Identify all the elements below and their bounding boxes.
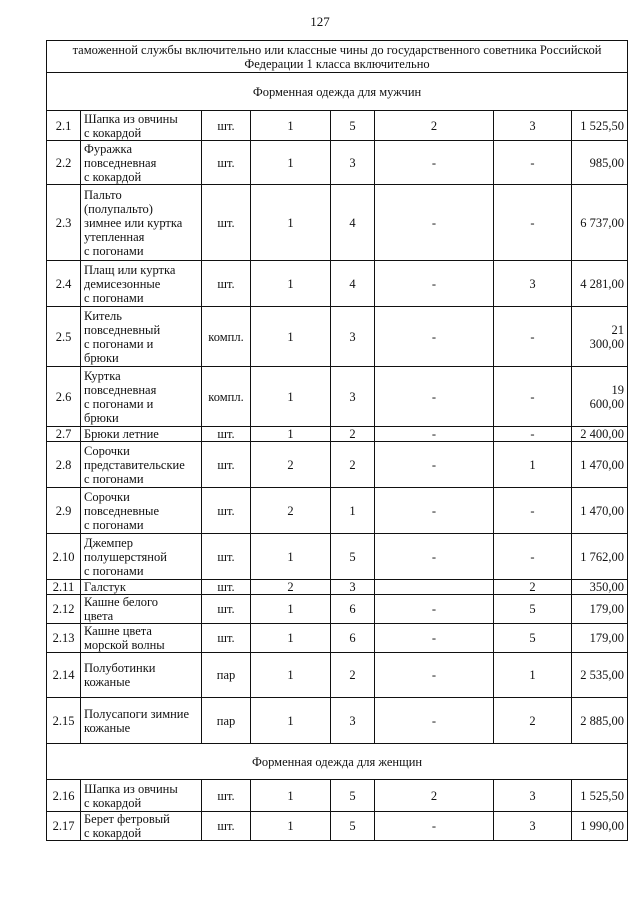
item-name-line: Шапка из овчины (84, 111, 178, 126)
price-cell: 1 990,00 (572, 812, 628, 841)
wear-term-cell: 5 (331, 111, 375, 141)
wear-term-cell: 4 (331, 185, 375, 261)
table-row (47, 595, 628, 624)
item-name-line: кожаные (84, 720, 131, 735)
wear-term-cell: 5 (331, 534, 375, 580)
price-cell: 1 470,00 (572, 488, 628, 534)
item-number: 2.17 (47, 812, 81, 841)
unit-cell: шт. (202, 442, 251, 488)
column-6-cell: - (375, 698, 494, 744)
price-cell: 1 525,50 (572, 111, 628, 141)
unit-cell: шт. (202, 488, 251, 534)
item-name-line: Кашне белого (84, 595, 159, 609)
table-row (47, 580, 628, 595)
column-7-cell: - (494, 307, 572, 367)
item-name (81, 488, 202, 534)
unit-cell: шт. (202, 534, 251, 580)
table-row (47, 812, 628, 841)
price-cell: 1 762,00 (572, 534, 628, 580)
item-name-line: Кашне цвета (84, 624, 152, 638)
item-name-line: (полупальто) (84, 201, 153, 216)
header-text: таможенной службы включительно или классные чины до государственного советника Российской Федерации 1 класса включительно (47, 41, 628, 73)
table-row (47, 534, 628, 580)
unit-cell: шт. (202, 427, 251, 442)
unit-cell: компл. (202, 307, 251, 367)
item-name-line: повседневная (84, 382, 157, 397)
header-row (47, 41, 628, 73)
table-row (47, 111, 628, 141)
item-name (81, 111, 202, 141)
column-6-cell: - (375, 653, 494, 698)
wear-term-cell: 4 (331, 261, 375, 307)
wear-term-cell: 6 (331, 624, 375, 653)
unit-cell: шт. (202, 624, 251, 653)
unit-cell: шт. (202, 812, 251, 841)
column-7-cell: - (494, 427, 572, 442)
unit-cell: шт. (202, 780, 251, 812)
table-row (47, 624, 628, 653)
quantity-cell: 1 (251, 185, 331, 261)
quantity-cell: 1 (251, 624, 331, 653)
column-6-cell: - (375, 812, 494, 841)
item-name (81, 141, 202, 185)
table-body (47, 41, 628, 841)
column-6-cell: - (375, 185, 494, 261)
wear-term-cell: 3 (331, 307, 375, 367)
item-name (81, 624, 202, 653)
item-name (81, 698, 202, 744)
item-name-line: Шапка из овчины (84, 781, 178, 796)
quantity-cell: 1 (251, 427, 331, 442)
column-7-cell: 2 (494, 580, 572, 595)
item-name-line: Полусапоги зимние (84, 706, 190, 721)
column-6-cell: - (375, 427, 494, 442)
unit-cell: шт. (202, 261, 251, 307)
wear-term-cell: 3 (331, 141, 375, 185)
column-6-cell: - (375, 534, 494, 580)
column-6-cell: - (375, 367, 494, 427)
quantity-cell: 2 (251, 580, 331, 595)
column-7-cell: 2 (494, 698, 572, 744)
column-6-cell: - (375, 442, 494, 488)
table-row (47, 442, 628, 488)
quantity-cell: 1 (251, 812, 331, 841)
price-cell: 4 281,00 (572, 261, 628, 307)
item-name (81, 261, 202, 307)
table-row (47, 307, 628, 367)
quantity-cell: 1 (251, 595, 331, 624)
table-row (47, 141, 628, 185)
item-name-line: повседневная (84, 155, 157, 170)
item-number: 2.11 (47, 580, 81, 595)
column-7-cell: - (494, 534, 572, 580)
column-7-cell: 5 (494, 595, 572, 624)
quantity-cell: 2 (251, 442, 331, 488)
unit-cell: компл. (202, 367, 251, 427)
item-name (81, 580, 202, 595)
item-name (81, 367, 202, 427)
unit-cell: шт. (202, 185, 251, 261)
item-name-line: полушерстяной (84, 549, 167, 564)
item-name-line: брюки (84, 350, 119, 365)
column-6-cell: 2 (375, 111, 494, 141)
item-name-line: с погонами и (84, 396, 154, 411)
item-number: 2.14 (47, 653, 81, 698)
item-name-line: с кокардой (84, 795, 142, 810)
item-number: 2.3 (47, 185, 81, 261)
item-name-line: с погонами и (84, 336, 154, 351)
item-number: 2.12 (47, 595, 81, 624)
column-6-cell (375, 580, 494, 595)
item-name-line: Пальто (84, 187, 122, 202)
wear-term-cell: 2 (331, 442, 375, 488)
item-name-line: с погонами (84, 471, 144, 486)
table-row (47, 261, 628, 307)
column-6-cell: - (375, 595, 494, 624)
unit-cell: шт. (202, 111, 251, 141)
wear-term-cell: 3 (331, 580, 375, 595)
price-cell: 179,00 (572, 595, 628, 624)
column-6-cell: 2 (375, 780, 494, 812)
wear-term-cell: 2 (331, 653, 375, 698)
column-6-cell: - (375, 307, 494, 367)
quantity-cell: 1 (251, 141, 331, 185)
uniform-norms-table (46, 40, 628, 841)
item-number: 2.15 (47, 698, 81, 744)
item-name (81, 534, 202, 580)
price-cell: 21 300,00 (572, 307, 628, 367)
item-name-line: повседневные (84, 503, 159, 518)
item-name-line: с кокардой (84, 169, 142, 184)
wear-term-cell: 1 (331, 488, 375, 534)
item-name-line: морской волны (84, 638, 165, 652)
column-7-cell: 1 (494, 442, 572, 488)
item-name-line: с погонами (84, 517, 144, 532)
item-name (81, 780, 202, 812)
column-6-cell: - (375, 141, 494, 185)
quantity-cell: 1 (251, 698, 331, 744)
item-number: 2.6 (47, 367, 81, 427)
section-row (47, 73, 628, 111)
item-name-line: Фуражка (84, 141, 132, 156)
item-name-line: Берет фетровый (84, 812, 170, 826)
price-cell: 2 400,00 (572, 427, 628, 442)
item-name (81, 307, 202, 367)
quantity-cell: 1 (251, 534, 331, 580)
unit-cell: шт. (202, 580, 251, 595)
column-6-cell: - (375, 488, 494, 534)
item-name-line: Брюки летние (84, 427, 159, 441)
table-row (47, 367, 628, 427)
unit-cell: пар (202, 698, 251, 744)
item-name-line: Джемпер (84, 535, 133, 550)
item-name (81, 812, 202, 841)
item-name-line: Сорочки (84, 443, 130, 458)
price-cell: 19 600,00 (572, 367, 628, 427)
item-number: 2.9 (47, 488, 81, 534)
column-7-cell: 3 (494, 780, 572, 812)
table-row (47, 780, 628, 812)
section-title: Форменная одежда для женщин (47, 744, 628, 780)
quantity-cell: 1 (251, 111, 331, 141)
item-number: 2.1 (47, 111, 81, 141)
price-cell: 6 737,00 (572, 185, 628, 261)
column-7-cell: 3 (494, 111, 572, 141)
item-name (81, 653, 202, 698)
item-name-line: демисезонные (84, 276, 161, 291)
column-7-cell: 3 (494, 812, 572, 841)
item-name-line: Галстук (84, 580, 126, 594)
item-number: 2.8 (47, 442, 81, 488)
item-name (81, 427, 202, 442)
item-number: 2.13 (47, 624, 81, 653)
quantity-cell: 1 (251, 367, 331, 427)
item-number: 2.10 (47, 534, 81, 580)
column-7-cell: 1 (494, 653, 572, 698)
item-name-line: с погонами (84, 290, 144, 305)
quantity-cell: 2 (251, 488, 331, 534)
item-name-line: кожаные (84, 675, 131, 689)
wear-term-cell: 3 (331, 367, 375, 427)
item-name-line: с кокардой (84, 125, 142, 140)
unit-cell: пар (202, 653, 251, 698)
item-name-line: с кокардой (84, 826, 142, 840)
wear-term-cell: 2 (331, 427, 375, 442)
item-name-line: повседневный (84, 322, 161, 337)
price-cell: 350,00 (572, 580, 628, 595)
column-7-cell: - (494, 141, 572, 185)
item-name-line: Куртка (84, 368, 121, 383)
section-title: Форменная одежда для мужчин (47, 73, 628, 111)
column-7-cell: 3 (494, 261, 572, 307)
wear-term-cell: 6 (331, 595, 375, 624)
unit-cell: шт. (202, 595, 251, 624)
column-6-cell: - (375, 624, 494, 653)
price-cell: 2 535,00 (572, 653, 628, 698)
item-name-line: Полуботинки (84, 661, 156, 675)
wear-term-cell: 3 (331, 698, 375, 744)
item-number: 2.2 (47, 141, 81, 185)
table-row (47, 698, 628, 744)
column-7-cell: - (494, 367, 572, 427)
price-cell: 1 525,50 (572, 780, 628, 812)
quantity-cell: 1 (251, 780, 331, 812)
item-name-line: Китель (84, 308, 122, 323)
table-row (47, 488, 628, 534)
item-name-line: с погонами (84, 243, 144, 258)
price-cell: 179,00 (572, 624, 628, 653)
item-name-line: цвета (84, 609, 114, 623)
price-cell: 1 470,00 (572, 442, 628, 488)
item-number: 2.4 (47, 261, 81, 307)
item-number: 2.5 (47, 307, 81, 367)
table-row (47, 427, 628, 442)
table-row (47, 185, 628, 261)
column-7-cell: 5 (494, 624, 572, 653)
item-name-line: Плащ или куртка (84, 262, 176, 277)
item-name-line: представительские (84, 457, 185, 472)
column-6-cell: - (375, 261, 494, 307)
item-name-line: брюки (84, 410, 119, 425)
item-name-line: утепленная (84, 229, 145, 244)
quantity-cell: 1 (251, 653, 331, 698)
item-name (81, 185, 202, 261)
item-name-line: Сорочки (84, 489, 130, 504)
item-name (81, 442, 202, 488)
item-name-line: с погонами (84, 563, 144, 578)
table-row (47, 653, 628, 698)
item-number: 2.7 (47, 427, 81, 442)
unit-cell: шт. (202, 141, 251, 185)
page-number: 127 (310, 14, 330, 29)
item-name-line: зимнее или куртка (84, 215, 183, 230)
column-7-cell: - (494, 488, 572, 534)
wear-term-cell: 5 (331, 780, 375, 812)
price-cell: 985,00 (572, 141, 628, 185)
price-cell: 2 885,00 (572, 698, 628, 744)
section-row (47, 744, 628, 780)
quantity-cell: 1 (251, 261, 331, 307)
column-7-cell: - (494, 185, 572, 261)
item-number: 2.16 (47, 780, 81, 812)
quantity-cell: 1 (251, 307, 331, 367)
wear-term-cell: 5 (331, 812, 375, 841)
item-name (81, 595, 202, 624)
